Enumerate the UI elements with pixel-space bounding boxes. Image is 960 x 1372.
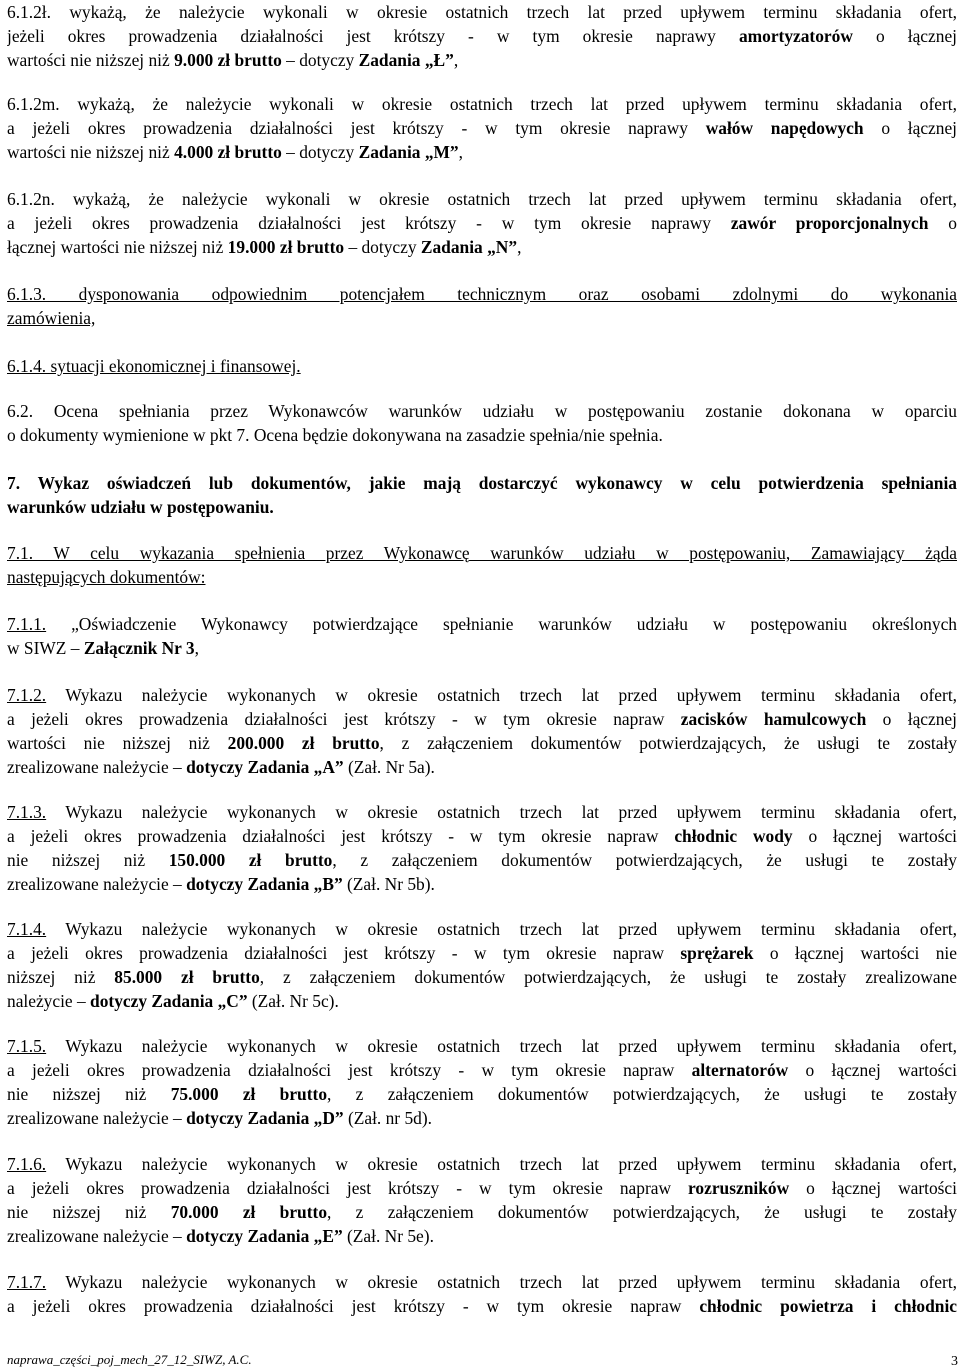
text-line: a jeżeli okres prowadzenia działalności jest krótszy - w tym okresie napraw sprężarek o łącznej wartości nie xyxy=(7,943,957,963)
paragraph-7-1-7 xyxy=(7,1270,957,1318)
text-line: a jeżeli okres prowadzenia działalności jest krótszy - w tym okresie napraw rozruszników o łącznej wartości xyxy=(7,1178,957,1198)
text-line: o dokumenty wymienione w pkt 7. Ocena będzie dokonywana na zasadzie spełnia/nie spełnia. xyxy=(7,425,663,445)
text-line: nie niższej niż 150.000 zł brutto, z załączeniem dokumentów potwierdzających, że usługi te zostały xyxy=(7,850,957,870)
document-page xyxy=(7,0,960,1372)
paragraph-6-2 xyxy=(7,399,957,447)
text-line: 7.1.3. Wykazu należycie wykonanych w okresie ostatnich trzech lat przed upływem terminu składania ofert, xyxy=(7,802,957,822)
text-line: a jeżeli okres prowadzenia działalności jest krótszy - w tym okresie naprawy wałów napędowych o łącznej xyxy=(7,118,957,138)
text-line: 6.1.2ł. wykażą, że należycie wykonali w okresie ostatnich trzech lat przed upływem terminu składania ofert, xyxy=(7,2,957,22)
text-line: 7.1.6. Wykazu należycie wykonanych w okresie ostatnich trzech lat przed upływem terminu składania ofert, xyxy=(7,1154,957,1174)
text-line: 6.2. Ocena spełniania przez Wykonawców warunków udziału w postępowaniu zostanie dokonana w oparciu xyxy=(7,401,957,421)
text-line: w SIWZ – Załącznik Nr 3, xyxy=(7,638,199,658)
text-line: a jeżeli okres prowadzenia działalności jest krótszy - w tym okresie napraw chłodnic powietrza i chłodnic xyxy=(7,1296,957,1316)
text-line: nie niższej niż 70.000 zł brutto, z załączeniem dokumentów potwierdzających, że usługi te zostały xyxy=(7,1202,957,1222)
text-line: 6.1.4. sytuacji ekonomicznej i finansowej. xyxy=(7,356,301,376)
text-line: 7.1. W celu wykazania spełnienia przez Wykonawcę warunków udziału w postępowaniu, Zamawiający żąda xyxy=(7,543,957,563)
paragraph-7-1-6 xyxy=(7,1152,957,1248)
paragraph-7-1-3 xyxy=(7,800,957,896)
bold-term: amortyzatorów xyxy=(738,26,853,46)
page-number: 3 xyxy=(951,1354,958,1369)
text-line: wartości nie niższej niż 9.000 zł brutto – dotyczy Zadania „Ł”, xyxy=(7,50,459,70)
paragraph-6-1-3 xyxy=(7,282,957,330)
paragraph-7-1-2 xyxy=(7,683,957,779)
page-footer: naprawa_części_poj_mech_27_12_SIWZ, A.C. xyxy=(7,1352,252,1367)
text-line: 7.1.2. Wykazu należycie wykonanych w okresie ostatnich trzech lat przed upływem terminu składania ofert, xyxy=(7,685,957,705)
paragraph-6-1-2l xyxy=(7,0,957,72)
paragraph-6-1-2m xyxy=(7,92,957,164)
text-line: należycie – dotyczy Zadania „C” (Zał. Nr 5c). xyxy=(7,991,339,1011)
text-line: warunków udziału w postępowaniu. xyxy=(7,497,274,517)
text-line: a jeżeli okres prowadzenia działalności jest krótszy - w tym okresie napraw alternatorów o łącznej wartości xyxy=(7,1060,957,1080)
text-line: 7.1.5. Wykazu należycie wykonanych w okresie ostatnich trzech lat przed upływem terminu składania ofert, xyxy=(7,1036,957,1056)
paragraph-7-1-1 xyxy=(7,612,957,660)
text-line: zrealizowane należycie – dotyczy Zadania „B” (Zał. Nr 5b). xyxy=(7,874,435,894)
paragraph-6-1-2n xyxy=(7,187,957,259)
text-line: łącznej wartości nie niższej niż 19.000 zł brutto – dotyczy Zadania „N”, xyxy=(7,237,522,257)
text-line: niższej niż 85.000 zł brutto, z załączeniem dokumentów potwierdzających, że usługi te zostały zrealizowane xyxy=(7,967,957,987)
text-line: 7. Wykaz oświadczeń lub dokumentów, jakie mają dostarczyć wykonawcy w celu potwierdzenia spełniania xyxy=(7,473,957,493)
text-line: zrealizowane należycie – dotyczy Zadania „A” (Zał. Nr 5a). xyxy=(7,757,435,777)
paragraph-6-1-4 xyxy=(7,354,301,378)
paragraph-7-1-4 xyxy=(7,917,957,1013)
text-line: zrealizowane należycie – dotyczy Zadania „E” (Zał. Nr 5e). xyxy=(7,1226,434,1246)
text-line: zrealizowane należycie – dotyczy Zadania „D” (Zał. nr 5d). xyxy=(7,1108,432,1128)
text-line: 7.1.7. Wykazu należycie wykonanych w okresie ostatnich trzech lat przed upływem terminu składania ofert, xyxy=(7,1272,957,1292)
text-line: 6.1.2n. wykażą, że należycie wykonali w okresie ostatnich trzech lat przed upływem terminu składania ofert, xyxy=(7,189,957,209)
text-line: 6.1.2m. wykażą, że należycie wykonali w okresie ostatnich trzech lat przed upływem terminu składania ofert, xyxy=(7,94,957,114)
text-line: wartości nie niższej niż 200.000 zł brutto, z załączeniem dokumentów potwierdzających, że usługi te zostały xyxy=(7,733,957,753)
text-line: 7.1.4. Wykazu należycie wykonanych w okresie ostatnich trzech lat przed upływem terminu składania ofert, xyxy=(7,919,957,939)
paragraph-7-1 xyxy=(7,541,957,589)
text-line: następujących dokumentów: xyxy=(7,567,206,587)
text-line: nie niższej niż 75.000 zł brutto, z załączeniem dokumentów potwierdzających, że usługi te zostały xyxy=(7,1084,957,1104)
section-7-heading xyxy=(7,471,957,519)
text-line: jeżeli okres prowadzenia działalności jest krótszy - w tym okresie naprawy amortyzatorów o łącznej xyxy=(7,26,957,46)
text-line: wartości nie niższej niż 4.000 zł brutto – dotyczy Zadania „M”, xyxy=(7,142,463,162)
text-line: zamówienia, xyxy=(7,308,96,328)
text-line: a jeżeli okres prowadzenia działalności jest krótszy - w tym okresie napraw zacisków hamulcowych o łącznej xyxy=(7,709,957,729)
paragraph-7-1-5 xyxy=(7,1034,957,1130)
text-line: a jeżeli okres prowadzenia działalności jest krótszy - w tym okresie naprawy zawór proporcjonalnych o xyxy=(7,213,957,233)
text-line: 7.1.1. „Oświadczenie Wykonawcy potwierdzające spełnianie warunków udziału w postępowaniu określonych xyxy=(7,614,957,634)
text-line: a jeżeli okres prowadzenia działalności jest krótszy - w tym okresie napraw chłodnic wody o łącznej wartości xyxy=(7,826,957,846)
text-line: 6.1.3. dysponowania odpowiednim potencjałem technicznym oraz osobami zdolnymi do wykonania xyxy=(7,284,957,304)
